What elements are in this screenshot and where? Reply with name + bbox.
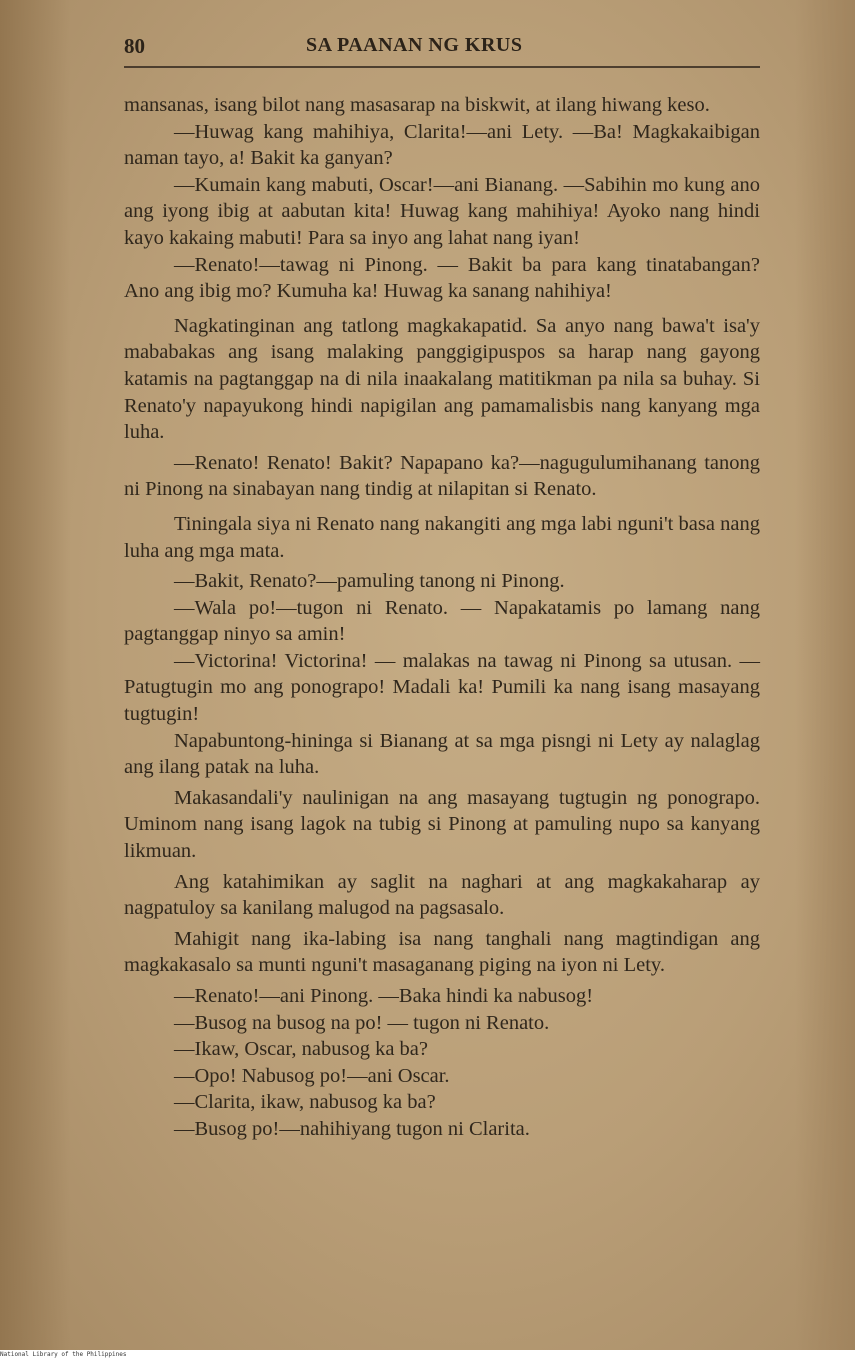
paragraph: —Opo! Nabusog po!—ani Oscar. bbox=[174, 1064, 450, 1087]
paragraph: —Renato!—ani Pinong. —Baka hindi ka nabusog! bbox=[174, 985, 594, 1007]
page-header bbox=[124, 34, 760, 64]
paragraph: —Busog na busog na po! — tugon ni Renato. bbox=[174, 1011, 550, 1034]
paragraph: Nagkatinginan ang tatlong magkakapatid. Sa anyo nang bawa't isa'y mababakas ang isang malaking panggigipuspos sa harap nang gayong katamis na pagtanggap na di nila inaakalang matitikman pa nila sa buhay. Si Renato'y napayukong hindi napigilan ang pamamalisbis nang kanyang mga luha. bbox=[124, 314, 760, 444]
paragraph: Tiningala siya ni Renato nang nakangiti ang mga labi nguni't basa nang luha ang mga mata. bbox=[124, 512, 760, 562]
library-credit: National Library of the Philippines bbox=[0, 1351, 855, 1358]
paragraph: —Ikaw, Oscar, nabusog ka ba? bbox=[174, 1038, 429, 1061]
paragraph: —Huwag kang mahihiya, Clarita!—ani Lety. —Ba! Magkakaibigan naman tayo, a! Bakit ka ganyan? bbox=[124, 120, 760, 170]
header-rule bbox=[124, 66, 760, 68]
paragraph: Mahigit nang ika-labing isa nang tanghali nang magtindigan ang magkakasalo sa munti nguni't masaganang piging na iyon ni Lety. bbox=[124, 927, 760, 977]
paragraph: —Victorina! Victorina! — malakas na tawag ni Pinong sa utusan. — Patugtugin mo ang ponograpo! Madali ka! Pumili ka nang isang masayang tugtugin! bbox=[124, 649, 760, 726]
paragraph: —Renato! Renato! Bakit? Napapano ka?—nagugulumihanang tanong ni Pinong na sinabayan nang tindig at nilapitan si Renato. bbox=[124, 451, 760, 501]
paragraph: Napabuntong-hininga si Bianang at sa mga pisngi ni Lety ay nalaglag ang ilang patak na luha. bbox=[124, 729, 760, 779]
paragraph: mansanas, isang bilot nang masasarap na biskwit, at ilang hiwang keso. bbox=[124, 94, 710, 116]
running-title: SA PAANAN NG KRUS bbox=[306, 34, 523, 56]
page-number: 80 bbox=[124, 34, 145, 58]
paragraph: Makasandali'y naulinigan na ang masayang tugtugin ng ponograpo. Uminom nang isang lagok na tubig si Pinong at pamuling nupo sa kanyang likmuan. bbox=[124, 786, 760, 863]
paragraph: —Clarita, ikaw, nabusog ka ba? bbox=[174, 1091, 436, 1114]
paragraph: Ang katahimikan ay saglit na naghari at ang magkakaharap ay nagpatuloy sa kanilang malugod na pagsasalo. bbox=[124, 870, 760, 920]
paragraph: —Busog po!—nahihiyang tugon ni Clarita. bbox=[174, 1117, 530, 1140]
paragraph: —Bakit, Renato?—pamuling tanong ni Pinong. bbox=[174, 570, 565, 593]
body-text bbox=[124, 92, 760, 1143]
paragraph: —Kumain kang mabuti, Oscar!—ani Bianang. —Sabihin mo kung ano ang iyong ibig at aabutan kita! Huwag kang mahihiya! Ayoko nang hindi kayo kakaing mabuti! Para sa inyo ang lahat nang iyan! bbox=[124, 173, 760, 249]
paragraph: —Renato!—tawag ni Pinong. — Bakit ba para kang tinatabangan? Ano ang ibig mo? Kumuha ka! Huwag ka sanang nahihiya! bbox=[124, 253, 760, 303]
paragraph: —Wala po!—tugon ni Renato. — Napakatamis po lamang nang pagtanggap ninyo sa amin! bbox=[124, 596, 760, 646]
